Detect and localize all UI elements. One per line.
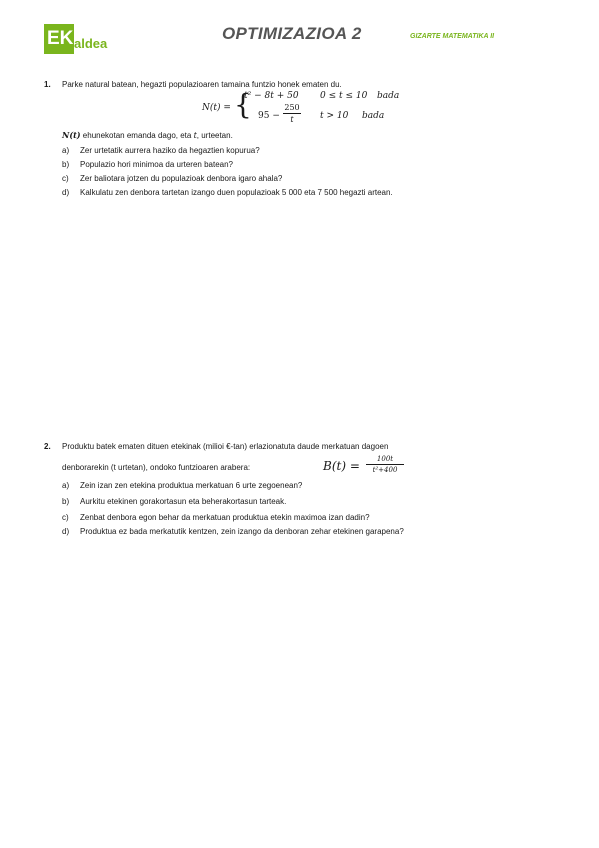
fraction-bar xyxy=(283,113,301,114)
q1-item-text: Populazio hori minimoa da urteren batean? xyxy=(80,160,233,169)
q2-item-text: Zenbat denbora egon behar da merkatuan produktua etekin maximoa izan dadin? xyxy=(80,513,370,522)
q2-item-label: d) xyxy=(62,527,70,536)
q2-numerator: 100t xyxy=(376,455,394,463)
q2-item-label: b) xyxy=(62,497,70,506)
q2-item-text: Produktua ez bada merkatutik kentzen, zein izango da denboran zehar etekinen garapena? xyxy=(80,527,404,536)
q1-note-t: t xyxy=(193,131,197,140)
q2-fraction xyxy=(366,455,404,474)
q1-case2-fraction xyxy=(283,103,301,124)
q1-item-label: b) xyxy=(62,160,70,169)
q1-brace: { xyxy=(234,88,252,121)
q1-case1-word: bada xyxy=(377,91,400,101)
q1-case1-expr: t² − 8t + 50 xyxy=(244,91,299,101)
q1-item-text: Zer urtetatik aurrera haziko da hegaztien kopurua? xyxy=(80,146,260,155)
q1-item-label: a) xyxy=(62,146,70,155)
q2-item-label: c) xyxy=(62,513,69,522)
q1-item-text: Zer baliotara jotzen du populazioak denbora igaro ahala? xyxy=(80,174,283,183)
q2-function-lhs: B(t) = xyxy=(323,459,360,473)
subject-label: GIZARTE MATEMATIKA II xyxy=(410,33,495,40)
q2-item-label: a) xyxy=(62,481,70,490)
logo-word: aldea xyxy=(74,36,108,51)
q2-denominator: t²+400 xyxy=(372,466,398,474)
q1-case2-word: bada xyxy=(362,111,385,121)
q1-item-text: Kalkulatu zen denbora tartetan izango duen populazioak 5 000 eta 7 500 hegazti artean. xyxy=(80,188,393,197)
question-2-line2: denborarekin (t urtetan), ondoko funtzioaren arabera: xyxy=(62,463,251,472)
q2-item-text: Zein izan zen etekina produktua merkatuan 6 urte zegoenean? xyxy=(80,481,303,490)
q1-note xyxy=(62,130,233,140)
q1-item-label: c) xyxy=(62,174,69,183)
q1-item-label: d) xyxy=(62,188,70,197)
q2-item-text: Aurkitu etekinen gorakortasun eta beherakortasun tarteak. xyxy=(80,497,287,506)
q1-case2-denominator: t xyxy=(290,115,294,124)
q1-case1-cond: 0 ≤ t ≤ 10 xyxy=(320,91,368,101)
question-2-line1: Produktu batek ematen dituen etekinak (milioi €-tan) erlazionatuta daude merkatuan dagoen xyxy=(62,442,389,451)
q1-case2-numerator: 250 xyxy=(284,103,300,112)
q1-note-end: , urteetan. xyxy=(196,131,233,140)
q1-function-lhs: N(t) = xyxy=(202,103,231,113)
q1-case2-prefix: 95 − xyxy=(258,111,280,121)
question-1-intro: Parke natural batean, hegazti populazioaren tamaina funtzio honek ematen du. xyxy=(62,80,342,89)
logo-mark: EKI xyxy=(44,24,74,54)
question-2-number: 2. xyxy=(44,442,51,451)
fraction-bar xyxy=(366,464,404,465)
q1-case2-cond: t > 10 xyxy=(320,111,349,121)
q1-note-text: ehunekotan emanda dago, eta xyxy=(80,131,194,140)
page-title: OPTIMIZAZIOA 2 xyxy=(222,24,362,43)
question-1-number: 1. xyxy=(44,80,51,89)
q1-note-symbol: N(t) xyxy=(62,130,81,140)
logo xyxy=(44,24,124,62)
